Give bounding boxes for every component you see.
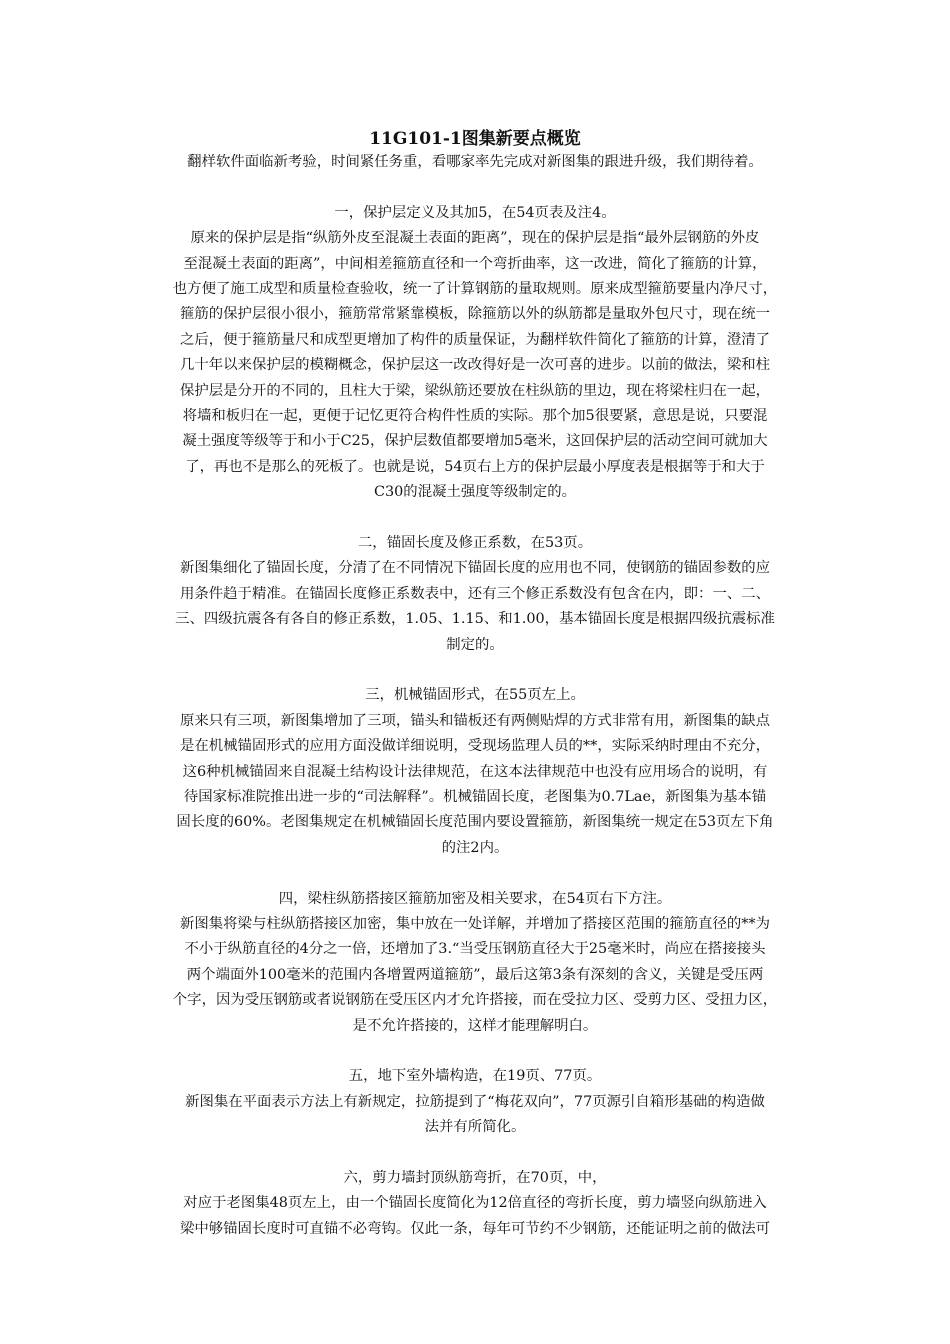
paragraph-line: 用条件趋于精准。在锚固长度修正系数表中，还有三个修正系数没有包含在内，即：一、二、 bbox=[179, 585, 771, 602]
paragraph-line: 原来只有三项，新图集增加了三项，锚头和锚板还有两侧贴焊的方式非常有用，新图集的缺点 bbox=[179, 712, 771, 729]
paragraph-line: 了，再也不是那么的死板了。也就是说，54页右上方的保护层最小厚度表是根据等于和大于 bbox=[185, 458, 765, 475]
section-heading: 二，锚固长度及修正系数，在53页。 bbox=[357, 535, 593, 551]
paragraph-line: 这6种机械锚固来自混凝土结构设计法律规范，在这本法律规范中也没有应用场合的说明，有 bbox=[182, 763, 768, 780]
paragraph-line: 对应于老图集48页左上，由一个锚固长度简化为12倍直径的弯折长度，剪力墙竖向纵筋进入 bbox=[183, 1195, 767, 1212]
document-title: 11G101-1图集新要点概览 bbox=[369, 129, 581, 149]
section-heading: 五，地下室外墙构造，在19页、77页。 bbox=[348, 1068, 602, 1085]
paragraph-line: 是在机械锚固形式的应用方面没做详细说明，受现场监理人员的**，实际采纳时理由不充分， bbox=[179, 738, 771, 755]
paragraph-line: 箍筋的保护层很小很小，箍筋常常紧靠模板，除箍筋以外的纵筋都是量取外包尺寸，现在统一 bbox=[179, 306, 771, 323]
paragraph-line: 梁中够锚固长度时可直锚不必弯钩。仅此一条，每年可节约不少钢筋，还能证明之前的做法可 bbox=[179, 1220, 771, 1237]
paragraph-line: 待国家标准院推出进一步的“司法解释”。机械锚固长度，老图集为0.7Lae，新图集为基本锚 bbox=[183, 789, 767, 805]
paragraph-line: 的注2内。 bbox=[441, 839, 509, 856]
paragraph-line: 之后，便于箍筋量尺和成型更增加了构件的质量保证，为翻样软件简化了箍筋的计算，澄清了 bbox=[179, 331, 771, 348]
paragraph-line: 也方便了施工成型和质量检查验收，统一了计算钢筋的量取规则。原来成型箍筋要量内净尺寸， bbox=[172, 281, 778, 297]
paragraph-line: 新图集将梁与柱纵筋搭接区加密，集中放在一处详解，并增加了搭接区范围的箍筋直径的**为 bbox=[179, 916, 771, 932]
paragraph-line: 新图集在平面表示方法上有新规定，拉筋提到了“梅花双向”，77页源引自箱形基础的构造做 bbox=[185, 1093, 765, 1110]
paragraph-line: 是不允许搭接的，这样才能理解明白。 bbox=[352, 1017, 598, 1034]
paragraph-line: 固长度的60%。老图集规定在机械锚固长度范围内要设置箍筋，新图集统一规定在53页左下角 bbox=[176, 814, 774, 831]
section-heading: 一，保护层定义及其加5，在54页表及注4。 bbox=[334, 204, 616, 221]
paragraph-line: C30的混凝土强度等级制定的。 bbox=[373, 484, 576, 501]
section-heading: 四，梁柱纵筋搭接区箍筋加密及相关要求，在54页右下方注。 bbox=[278, 890, 672, 907]
paragraph-line: 个字，因为受压钢筋或者说钢筋在受压区内才允许搭接，而在受拉力区、受剪力区、受扭力区， bbox=[172, 992, 778, 1009]
paragraph-line: 至混凝土表面的距离”，中间相差箍筋直径和一个弯折曲率，这一改进，简化了箍筋的计算， bbox=[183, 255, 767, 272]
paragraph-line: 凝土强度等级等于和小于C25，保护层数值都要增加5毫米，这回保护层的活动空间可就加大 bbox=[182, 433, 768, 450]
section-heading: 三，机械锚固形式，在55页左上。 bbox=[365, 687, 585, 704]
paragraph-line: 原来的保护层是指“纵筋外皮至混凝土表面的距离”，现在的保护层是指“最外层钢筋的外皮 bbox=[190, 230, 760, 247]
paragraph-line: 将墙和板归在一起，更便于记忆更符合构件性质的实际。那个加5很要紧，意思是说，只要混 bbox=[182, 408, 768, 424]
paragraph-line: 法并有所简化。 bbox=[424, 1119, 526, 1136]
paragraph-line: 三、四级抗震各有各自的修正系数，1.05、1.15、和1.00，基本锚固长度是根据四级抗震标准 bbox=[175, 611, 775, 628]
section-heading: 六，剪力墙封顶纵筋弯折，在70页，中， bbox=[343, 1170, 607, 1186]
paragraph-line: 不小于纵筋直径的4分之一倍，还增加了3.“当受压钢筋直径大于25毫米时，尚应在搭接接头 bbox=[184, 941, 766, 958]
paragraph-line: 制定的。 bbox=[446, 636, 504, 653]
intro-paragraph: 翻样软件面临新考验，时间紧任务重，看哪家率先完成对新图集的跟进升级，我们期待着。 bbox=[187, 154, 763, 170]
paragraph-line: 两个端面外100毫米的范围内各增置两道箍筋”，最后这第3条有深刻的含义，关键是受压两 bbox=[186, 966, 764, 983]
paragraph-line: 新图集细化了锚固长度，分清了在不同情况下锚固长度的应用也不同，使钢筋的锚固参数的应 bbox=[179, 560, 771, 577]
paragraph-line: 保护层是分开的不同的，且柱大于梁，梁纵筋还要放在柱纵筋的里边，现在将梁柱归在一起， bbox=[179, 382, 771, 399]
paragraph-line: 几十年以来保护层的模糊概念，保护层这一改改得好是一次可喜的进步。以前的做法，梁和柱 bbox=[179, 357, 771, 374]
